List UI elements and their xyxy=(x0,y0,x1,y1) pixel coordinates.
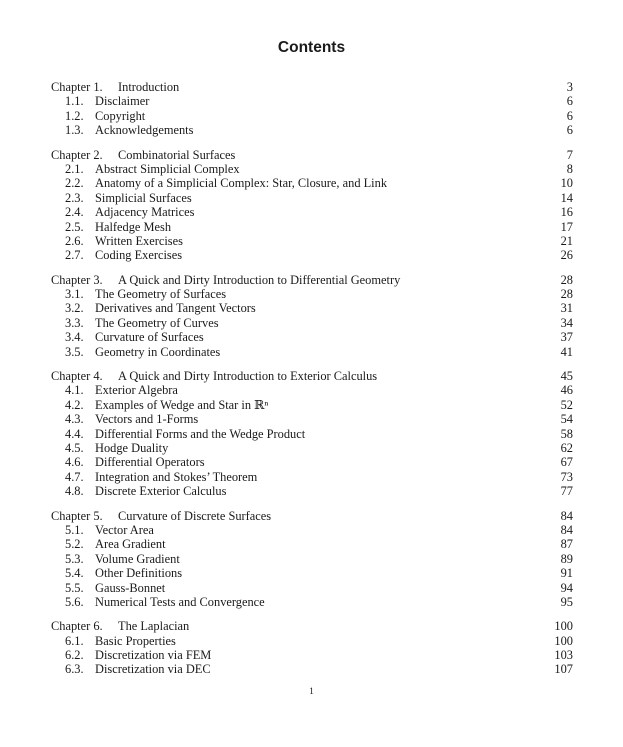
toc-section-number: 4.4. xyxy=(65,426,84,441)
toc-section-entry[interactable] xyxy=(51,427,573,441)
toc-section-number: 4.2. xyxy=(65,397,84,412)
toc-section-page: 103 xyxy=(554,648,573,663)
toc-section-title: Gauss-Bonnet xyxy=(95,580,166,595)
toc-section-entry[interactable] xyxy=(51,176,573,190)
toc-section-title: Geometry in Coordinates xyxy=(95,344,221,359)
toc-section-title: Integration and Stokes’ Theorem xyxy=(95,469,258,484)
toc-section-page: 107 xyxy=(554,662,573,677)
toc-section-title: Written Exercises xyxy=(95,233,183,248)
toc-section-entry[interactable] xyxy=(51,398,573,412)
toc-section-page: 34 xyxy=(560,315,573,330)
toc-section-number: 2.6. xyxy=(65,233,84,248)
toc-section-entry[interactable] xyxy=(51,441,573,455)
toc-section-number: 2.1. xyxy=(65,161,84,176)
toc-section-page: 46 xyxy=(560,383,573,398)
toc-section-number: 2.2. xyxy=(65,176,84,191)
toc-section-title: Copyright xyxy=(95,108,146,123)
toc-section-number: 5.6. xyxy=(65,594,84,609)
toc-chapter-title: A Quick and Dirty Introduction to Exterior Calculus xyxy=(118,369,378,384)
toc-section-entry[interactable] xyxy=(51,316,573,330)
toc-section-page: 95 xyxy=(560,594,573,609)
toc-section-number: 6.2. xyxy=(65,648,84,663)
toc-section-page: 17 xyxy=(560,219,573,234)
chapter-block xyxy=(51,369,573,499)
toc-chapter-page: 3 xyxy=(566,80,573,94)
toc-section-number: 4.1. xyxy=(65,383,84,398)
chapter-block xyxy=(51,619,573,677)
toc-section-title: Differential Operators xyxy=(95,455,205,470)
toc-section-title: Derivatives and Tangent Vectors xyxy=(95,301,256,316)
toc-chapter-title: Introduction xyxy=(118,80,180,94)
toc-section-page: 10 xyxy=(560,176,573,191)
toc-section-title: Examples of Wedge and Star in ℝⁿ xyxy=(95,397,269,412)
toc-chapter-number: Chapter 4. xyxy=(51,369,103,384)
toc-section-title: Halfedge Mesh xyxy=(95,219,172,234)
toc-section-page: 84 xyxy=(560,522,573,537)
toc-section-number: 4.8. xyxy=(65,484,84,499)
toc-section-entry[interactable] xyxy=(51,537,573,551)
toc-section-title: Curvature of Surfaces xyxy=(95,330,204,345)
toc-chapter-number: Chapter 1. xyxy=(51,80,103,94)
toc-section-number: 6.3. xyxy=(65,662,84,677)
toc-section-number: 2.7. xyxy=(65,248,84,263)
toc-chapter-page: 45 xyxy=(560,369,573,384)
toc-section-entry[interactable] xyxy=(51,634,573,648)
toc-section-page: 73 xyxy=(560,469,573,484)
toc-section-title: Disclaimer xyxy=(95,94,150,109)
toc-section-entry[interactable] xyxy=(51,220,573,234)
toc-chapter-title: The Laplacian xyxy=(118,619,190,634)
toc-section-page: 62 xyxy=(560,440,573,455)
toc-section-entry[interactable] xyxy=(51,383,573,397)
toc-section-number: 3.4. xyxy=(65,330,84,345)
toc-chapter-page: 84 xyxy=(560,508,573,523)
toc-section-page: 67 xyxy=(560,455,573,470)
toc-section-number: 1.1. xyxy=(65,94,84,109)
toc-section-entry[interactable] xyxy=(51,94,573,108)
toc-section-number: 5.3. xyxy=(65,551,84,566)
toc-section-number: 3.1. xyxy=(65,287,84,302)
toc-section-page: 77 xyxy=(560,484,573,499)
toc-section-page: 87 xyxy=(560,537,573,552)
toc-chapter-entry[interactable] xyxy=(51,273,573,287)
toc-section-page: 91 xyxy=(560,566,573,581)
toc-section-page: 14 xyxy=(560,190,573,205)
toc-section-title: Vector Area xyxy=(95,522,154,537)
toc-section-page: 94 xyxy=(560,580,573,595)
toc-section-title: Abstract Simplicial Complex xyxy=(95,161,240,176)
toc-section-page: 89 xyxy=(560,551,573,566)
toc-section-number: 1.2. xyxy=(65,108,84,123)
table-of-contents xyxy=(51,80,573,687)
toc-section-number: 3.3. xyxy=(65,315,84,330)
toc-section-page: 26 xyxy=(560,248,573,263)
toc-section-page: 6 xyxy=(566,94,573,109)
toc-section-page: 6 xyxy=(566,108,573,123)
toc-section-number: 2.5. xyxy=(65,219,84,234)
toc-section-page: 16 xyxy=(560,205,573,220)
chapter-block xyxy=(51,80,573,138)
toc-section-title: Anatomy of a Simplicial Complex: Star, Closure, and Link xyxy=(95,176,388,191)
chapter-block xyxy=(51,509,573,610)
toc-section-page: 28 xyxy=(560,287,573,302)
toc-section-number: 4.3. xyxy=(65,412,84,427)
toc-section-title: Differential Forms and the Wedge Product xyxy=(95,426,306,441)
toc-section-entry[interactable] xyxy=(51,552,573,566)
page-number-footer: 1 xyxy=(309,687,314,697)
toc-chapter-page: 7 xyxy=(566,147,573,162)
toc-chapter-number: Chapter 5. xyxy=(51,508,103,523)
toc-section-entry[interactable] xyxy=(51,484,573,498)
toc-section-number: 6.1. xyxy=(65,633,84,648)
toc-section-number: 2.4. xyxy=(65,205,84,220)
toc-section-title: Exterior Algebra xyxy=(95,383,178,398)
toc-section-entry[interactable] xyxy=(51,109,573,123)
toc-section-page: 8 xyxy=(566,161,573,176)
toc-section-entry[interactable] xyxy=(51,248,573,262)
toc-section-page: 58 xyxy=(560,426,573,441)
toc-section-number: 4.6. xyxy=(65,455,84,470)
toc-section-entry[interactable] xyxy=(51,330,573,344)
toc-section-number: 4.5. xyxy=(65,440,84,455)
toc-chapter-entry[interactable] xyxy=(51,148,573,162)
toc-chapter-entry[interactable] xyxy=(51,80,573,94)
toc-section-page: 52 xyxy=(560,397,573,412)
toc-section-title: The Geometry of Surfaces xyxy=(95,287,227,302)
toc-chapter-number: Chapter 3. xyxy=(51,272,103,287)
toc-section-page: 6 xyxy=(566,123,573,138)
toc-section-page: 31 xyxy=(560,301,573,316)
toc-section-title: Acknowledgements xyxy=(95,123,194,138)
toc-section-number: 5.4. xyxy=(65,566,84,581)
toc-section-entry[interactable] xyxy=(51,234,573,248)
toc-chapter-title: A Quick and Dirty Introduction to Differential Geometry xyxy=(118,272,401,287)
toc-chapter-number: Chapter 6. xyxy=(51,619,103,634)
toc-section-title: Vectors and 1-Forms xyxy=(95,412,199,427)
toc-section-entry[interactable] xyxy=(51,470,573,484)
toc-section-page: 21 xyxy=(560,233,573,248)
toc-section-entry[interactable] xyxy=(51,662,573,676)
toc-section-number: 5.2. xyxy=(65,537,84,552)
page-title: Contents xyxy=(277,39,346,56)
toc-section-entry[interactable] xyxy=(51,191,573,205)
toc-section-page: 54 xyxy=(560,412,573,427)
toc-section-number: 4.7. xyxy=(65,469,84,484)
toc-chapter-entry[interactable] xyxy=(51,619,573,633)
toc-section-title: Adjacency Matrices xyxy=(95,205,195,220)
toc-section-entry[interactable] xyxy=(51,595,573,609)
toc-section-entry[interactable] xyxy=(51,301,573,315)
toc-section-title: Discretization via FEM xyxy=(95,648,212,663)
toc-section-page: 100 xyxy=(554,633,573,648)
toc-section-entry[interactable] xyxy=(51,123,573,137)
toc-section-entry[interactable] xyxy=(51,287,573,301)
toc-section-title: Basic Properties xyxy=(95,633,176,648)
toc-section-title: Area Gradient xyxy=(95,537,166,552)
toc-section-entry[interactable] xyxy=(51,455,573,469)
toc-section-title: Volume Gradient xyxy=(95,551,180,566)
toc-section-number: 5.1. xyxy=(65,522,84,537)
toc-section-page: 37 xyxy=(560,330,573,345)
toc-section-title: Numerical Tests and Convergence xyxy=(95,594,265,609)
toc-section-entry[interactable] xyxy=(51,205,573,219)
toc-section-number: 1.3. xyxy=(65,123,84,138)
toc-section-entry[interactable] xyxy=(51,412,573,426)
toc-section-entry[interactable] xyxy=(51,523,573,537)
toc-section-title: Hodge Duality xyxy=(95,440,169,455)
toc-section-number: 3.2. xyxy=(65,301,84,316)
toc-section-entry[interactable] xyxy=(51,162,573,176)
toc-chapter-entry[interactable] xyxy=(51,509,573,523)
toc-chapter-entry[interactable] xyxy=(51,369,573,383)
toc-section-entry[interactable] xyxy=(51,566,573,580)
toc-chapter-number: Chapter 2. xyxy=(51,147,103,162)
toc-section-number: 5.5. xyxy=(65,580,84,595)
toc-section-entry[interactable] xyxy=(51,581,573,595)
toc-chapter-page: 28 xyxy=(560,272,573,287)
toc-section-entry[interactable] xyxy=(51,648,573,662)
toc-section-title: The Geometry of Curves xyxy=(95,315,219,330)
toc-section-title: Coding Exercises xyxy=(95,248,183,263)
toc-section-number: 3.5. xyxy=(65,344,84,359)
toc-section-title: Discrete Exterior Calculus xyxy=(95,484,227,499)
toc-section-title: Discretization via DEC xyxy=(95,662,211,677)
toc-chapter-title: Curvature of Discrete Surfaces xyxy=(118,508,272,523)
toc-chapter-page: 100 xyxy=(554,619,573,634)
chapter-block xyxy=(51,148,573,263)
toc-section-number: 2.3. xyxy=(65,190,84,205)
toc-section-title: Simplicial Surfaces xyxy=(95,190,192,205)
toc-section-title: Other Definitions xyxy=(95,566,183,581)
toc-section-page: 41 xyxy=(560,344,573,359)
toc-chapter-title: Combinatorial Surfaces xyxy=(118,147,236,162)
toc-section-entry[interactable] xyxy=(51,345,573,359)
chapter-block xyxy=(51,273,573,359)
